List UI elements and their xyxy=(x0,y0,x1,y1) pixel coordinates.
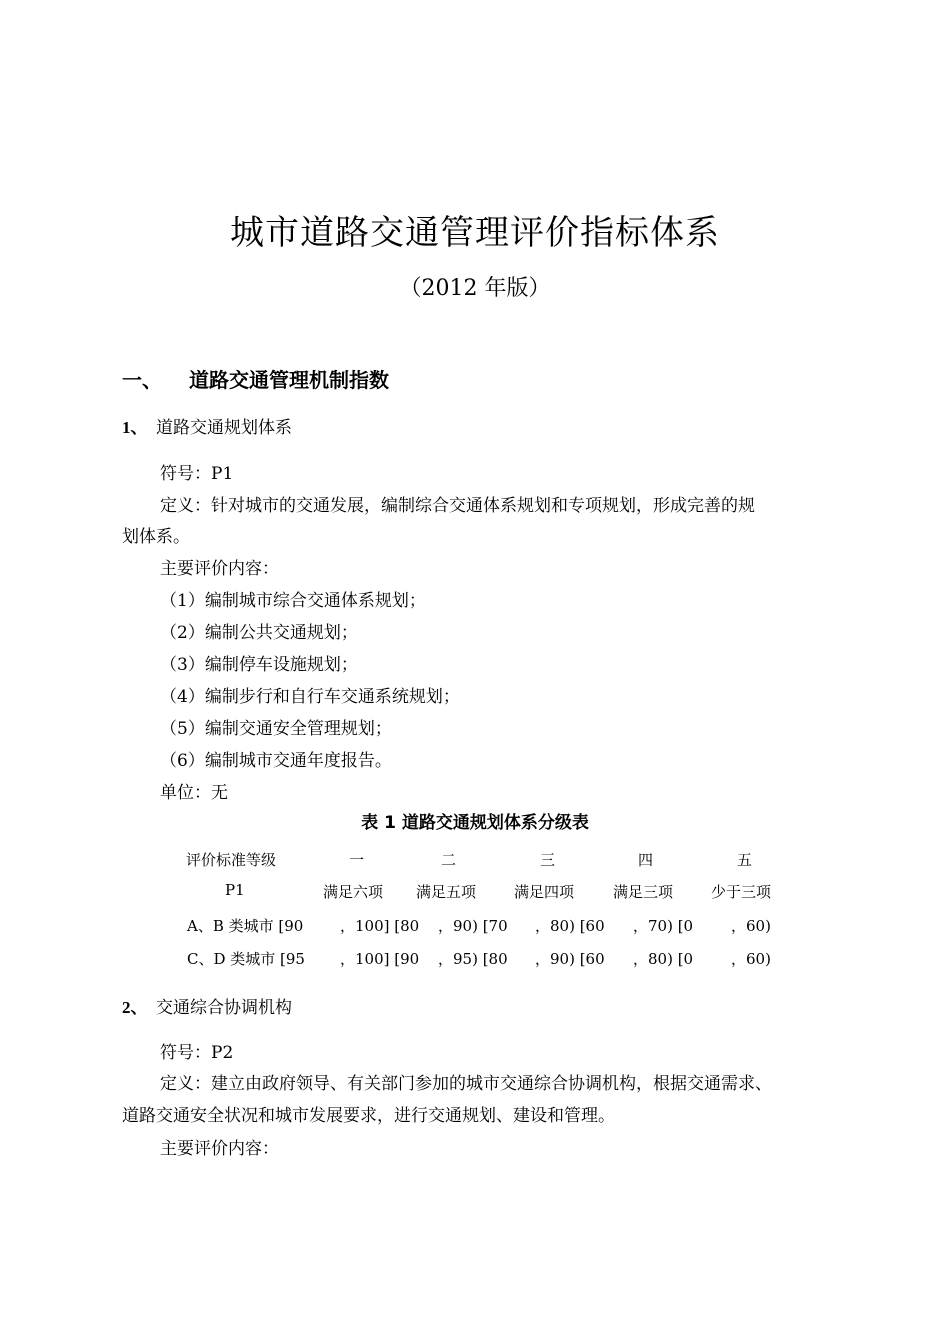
document-title: 城市道路交通管理评价指标体系 xyxy=(230,213,720,253)
table-cell: ，80) [0 xyxy=(633,950,694,968)
table-cell: ，95) [80 xyxy=(438,950,508,968)
table-cell: A、B 类城市 [90 xyxy=(187,917,304,935)
table-header-cell: 五 xyxy=(737,851,753,869)
section-heading xyxy=(122,364,389,393)
table-header-cell: 一 xyxy=(349,851,365,869)
content-item: （4）编制步行和自行车交通系统规划； xyxy=(160,687,460,707)
table-header-cell: 三 xyxy=(540,851,556,869)
document-subtitle: （2012 年版） xyxy=(399,276,551,301)
table-cell: C、D 类城市 [95 xyxy=(187,950,305,968)
table-cell: 满足三项 xyxy=(613,883,674,901)
symbol-line: 符号：P2 xyxy=(160,1043,234,1063)
definition-line: 定义：针对城市的交通发展，编制综合交通体系规划和专项规划，形成完善的规 xyxy=(160,496,755,516)
item-heading-1 xyxy=(122,413,292,438)
item-title: 交通综合协调机构 xyxy=(156,998,292,1018)
table-cell: ，80) [60 xyxy=(535,917,605,935)
section-title: 道路交通管理机制指数 xyxy=(189,368,389,392)
table-cell: ，60) xyxy=(731,917,771,935)
table-cell: 满足四项 xyxy=(514,883,575,901)
definition-line-cont: 划体系。 xyxy=(122,527,190,547)
content-label: 主要评价内容： xyxy=(160,1139,279,1159)
content-item: （1）编制城市综合交通体系规划； xyxy=(160,591,426,611)
item-heading-2 xyxy=(122,993,292,1018)
table-header-cell: 四 xyxy=(638,851,654,869)
item-title: 道路交通规划体系 xyxy=(156,418,292,438)
content-item: （6）编制城市交通年度报告。 xyxy=(160,751,392,771)
table-cell: ，100] [90 xyxy=(340,950,420,968)
table-cell: 满足五项 xyxy=(416,883,477,901)
content-label: 主要评价内容： xyxy=(160,559,279,579)
symbol-line: 符号：P1 xyxy=(160,464,234,484)
unit-line: 单位：无 xyxy=(160,783,228,803)
table-header-cell: 评价标准等级 xyxy=(186,851,277,869)
table-cell: ，70) [0 xyxy=(633,917,694,935)
table-cell: ，90) [60 xyxy=(535,950,605,968)
definition-line-cont: 道路交通安全状况和城市发展要求，进行交通规划、建设和管理。 xyxy=(122,1106,615,1126)
section-number: 一、 xyxy=(122,368,162,392)
table-cell: 少于三项 xyxy=(711,883,772,901)
table-cell: ，90) [70 xyxy=(438,917,508,935)
definition-line: 定义：建立由政府领导、有关部门参加的城市交通综合协调机构，根据交通需求、 xyxy=(160,1074,772,1094)
table-cell: ，100] [80 xyxy=(340,917,420,935)
table-cell: 满足六项 xyxy=(323,883,384,901)
table-caption: 表 1 道路交通规划体系分级表 xyxy=(361,813,589,833)
table-cell: P1 xyxy=(225,881,245,899)
item-number: 2、 xyxy=(122,998,148,1017)
table-header-cell: 二 xyxy=(441,851,457,869)
content-item: （2）编制公共交通规划； xyxy=(160,623,358,643)
content-item: （5）编制交通安全管理规划； xyxy=(160,719,392,739)
item-number: 1、 xyxy=(122,418,148,437)
content-item: （3）编制停车设施规划； xyxy=(160,655,358,675)
table-cell: ，60) xyxy=(731,950,771,968)
